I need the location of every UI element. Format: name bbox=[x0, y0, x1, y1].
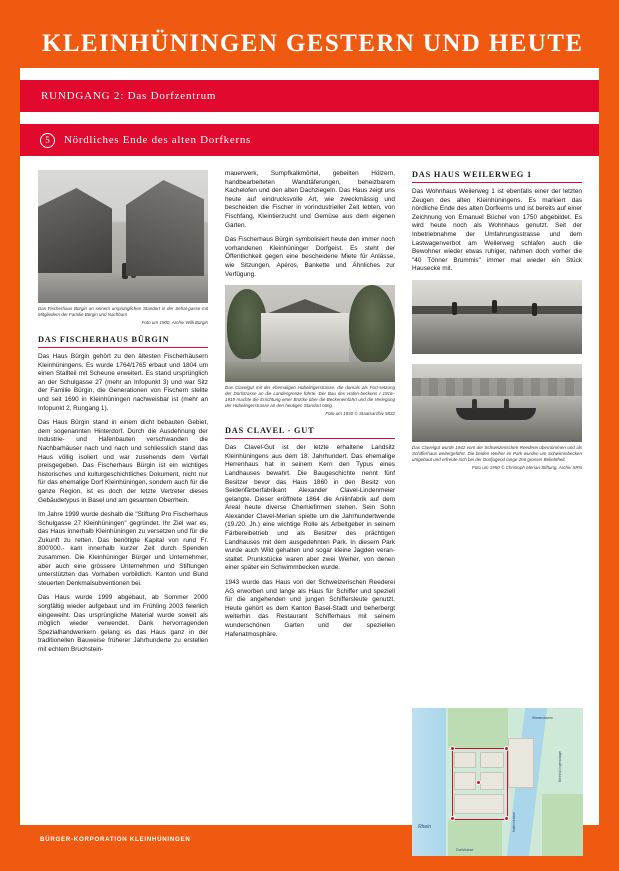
fischerhaus-photo-credit: Foto um 1900, Archiv Willi Bürgin bbox=[141, 320, 208, 325]
rundgang-bar bbox=[20, 80, 599, 112]
haus-weilerweg-photo bbox=[412, 280, 582, 354]
photo3-person-2 bbox=[492, 300, 497, 313]
clavelgut-ruderboot-photo bbox=[412, 364, 582, 442]
map-green-area-2 bbox=[542, 794, 583, 856]
map-green-area-1 bbox=[448, 708, 508, 748]
photo4-person-2 bbox=[504, 399, 509, 410]
photo4-skyline bbox=[412, 378, 582, 396]
page-title: KLEINHÜNINGEN GESTERN UND HEUTE bbox=[42, 30, 584, 57]
fischerhaus-paragraph-1: Das Haus Bürgin gehört zu den ältesten Fischerhäusern Kleinhüningens. Es wurde 1764/1765 erbaut und 1804 um einen Stallteil mit Scheune erweitert. Es stand ursprünglich an der Schulgasse 27 (mehr an Infopunkt 3) und war Sitz der Familie Bürgin, die Generationen von Fischern stellte und seit 1690 in Kleinhüningen nachweisbar ist (mehr an Infopunkt 2, Rungang 1). bbox=[38, 353, 208, 412]
map-rhein-band bbox=[412, 708, 446, 856]
weilerweg-paragraph-1: Das Wohnhaus Weilerweg 1 ist ebenfalls einer der letzten Zeugen des alten Kleinhüningens. Es markiert das nördliche Ende des alten Dorfkerns und ist bereits auf einer Zeichnung von Emanuel Büchel von 1750 abgebildet. Es wird heute noch als Wohnhaus genutzt. Seit der Inbetriebnahme der Umfahrungsstrasse und dem Lastwagenverbot am Weilerweg schlafen auch die Bewohner wieder etwas ruhiger, nahmen doch vorher die "40 Tönner Brummis" immer mal wieder ein Stück Hausecke mit. bbox=[412, 188, 582, 273]
photo3-person-1 bbox=[452, 302, 457, 315]
station-title: Nördliches Ende des alten Dorfkerns bbox=[64, 134, 252, 146]
fischerhaus-buergin-photo bbox=[38, 170, 208, 303]
clavel-photo-credit: Foto um 1930 © Staatsarchiv 5832 bbox=[325, 411, 395, 417]
map-stop-dot-1[interactable] bbox=[450, 746, 455, 751]
map-stop-dot-4[interactable] bbox=[504, 816, 509, 821]
photo4-person-1 bbox=[472, 399, 477, 410]
column-2 bbox=[225, 170, 395, 645]
map-label-hafenstrasse: Hafenstrasse bbox=[512, 812, 516, 832]
clavel-photo-caption: Das Clavelgut mit der ehemaligen Hübelingerstrasse, die damals als Fort-setzung der Dorfstrasse an die Landesgrenze führte. Der Bau des Hafen-beckens I 1916–1919 machte die Errichtung einer Brücke über die Beckeneinfahrt und die Verlegung der Hübelingerstrasse an den heutigen Standort nötig. bbox=[225, 385, 395, 409]
photo4-boat bbox=[456, 408, 536, 420]
masthead bbox=[20, 20, 599, 68]
column-1 bbox=[38, 170, 208, 661]
map-stop-dot-5[interactable] bbox=[476, 780, 481, 785]
map-label-rhein: Rhein bbox=[418, 824, 432, 830]
frame-right bbox=[599, 0, 619, 871]
clavelgut-photo-caption: Das Clavelgut wurde 1942 vom der Schweizerischen Reederei übernommen und als Schifferhaus weitergeführt. Die beiden Weiher im Park wurden um Schwimmbecken umgebaut und erfreute sich bei der Dorfjugend lange Zeit grosser Beliebtheit. bbox=[412, 444, 582, 462]
clavel-paragraph-2: 1943 wurde das Haus von der Schweizerischen Reederei AG erworben und lange als Haus für Schiffer und speziell für die angehenden und jungen Schiffersleute genutzt. Heute gehört es dem Kanton Basel-Stadt und beherbergt weiterhin das Restaurant Schifferhaus mit seinem wunderschönen Garten und der speziellen Hafenatmosphäre. bbox=[225, 579, 395, 638]
photo1-figure-2 bbox=[131, 264, 136, 278]
photo2-house bbox=[261, 313, 349, 363]
section-heading-fischerhaus: DAS FISCHERHAUS BÜRGIN bbox=[38, 335, 208, 348]
map-label-wiesendamm: Wiesendamm bbox=[532, 716, 553, 720]
fischerhaus-photo-caption: Das Fischerhaus Bürgin an seinem ursprünglichen Standort in der Sehal-gasse mit Mitgliedern der Familie Bürgin und Nachbarn bbox=[38, 306, 208, 317]
fischerhaus-paragraph-2: Das Haus Bürgin stand in einem dicht bebauten Gebiet, dem sogenannten Hinterdorf. Durch die Ausdehnung der Industrie- und Hafenbauten verschwanden die Nachbarhäuser nach und nach und schliesslich stand das Haus völlig isoliert und war zusehends dem Verfall preisgegeben. Das Fischerhaus Bürgin ist ein wichtiges historisches und kulturgeschichtliches Dokument, nicht nur für das ehemalige Dorf Kleinhüningen, sondern auch für die ganze Region, ist es doch der letzte Vertreter dieses Gebäudetypus in Basel und am gesamten Oberrhein. bbox=[38, 419, 208, 504]
clavel-paragraph-1: Das Clavel-Gut ist der letzte erhaltene Landsitz Kleinhüningens aus dem 18. Jahrhundert. Das ehemalige Herrenhaus hat in seinem Kern den Typus eines Landhauses bewahrt. Die Baugeschichte nennt fünf Besitzer bevor das Haus 1860 in den Besitz von Seidenfärberfabrikant Alexander Clavel-Lindenmeier gelangte. Dieser eröffnete 1864 die Anilinfabrik auf dem Areal heute diverse Chemiefirmen stehen. Sein Sohn Alexander Clavel-Merian spielte um die Jahrhundertwende (19./20. Jh.) eine wichtige Rolle als Arbeitgeber in seinem Färbereibetrieb und als Besitzer des prächtigen Landhauses mit dem ausgedehnten Park. In diesem Park wurde auch Wild gehalten und sogar kleine Jagden veranstaltet. Prunkstücke waren aber zwei Weiher, von denen einer später ein Schwimmbecken wurde. bbox=[225, 444, 395, 572]
fischerhaus-paragraph-5: mauerwerk, Sumpfkalkmörtel, gebeilten Hölzern, handbearbeiteten Wandtäferungen, beheizbarem Kachelofen und den alten Dachziegeln. Das Haus zeigt uns heute auf eindrucksvolle Art, wie zweckmässig und bescheiden die Fischer in vorindustrieller Zeit lebten, von Fischfang, Kleintierzucht und Gemüse aus dem eigenen Garten. bbox=[225, 170, 395, 229]
photo1-figure-1 bbox=[122, 263, 128, 279]
map-label-dorfstrasse: Dorfstrasse bbox=[456, 848, 474, 852]
map-stop-dot-2[interactable] bbox=[504, 746, 509, 751]
map-block-6 bbox=[508, 738, 534, 788]
section-heading-clavel: DAS CLAVEL - GUT bbox=[225, 426, 395, 439]
fischerhaus-paragraph-4: Das Haus wurde 1999 abgebaut, ab Sommer 2000 sorgfältig wieder aufgebaut und im Frühling 2003 feierlich eingeweiht. Das ursprüngliche Material wurde soweit als möglich wieder verwendet. Dank hervorragenden Spezialhandwerkern gelang es das Haus ganz in der traditionellen Bauweise früherer Jahrhunderte zu erstellen mit echtem Bruchstein- bbox=[38, 594, 208, 653]
frame-left bbox=[0, 0, 20, 871]
photo4-river bbox=[412, 398, 582, 442]
photo3-water bbox=[412, 314, 582, 354]
station-number-badge: 5 bbox=[40, 133, 55, 148]
clavelgut-photo-credit: Foto um 1950 © Christoph Merian Stiftung, Archiv SRN bbox=[472, 464, 582, 470]
rundgang-label: RUNDGANG 2: Das Dorfzentrum bbox=[41, 90, 217, 102]
map-label-kleinhueningeranlage: Kleinhüningeranlage bbox=[558, 751, 562, 782]
footer-organisation: BÜRGER-KORPORATION KLEINHÜNINGEN bbox=[40, 836, 191, 843]
frame-top bbox=[0, 0, 619, 20]
station-bar bbox=[20, 124, 599, 156]
photo2-tree-right bbox=[349, 285, 395, 363]
photo3-person-3 bbox=[532, 303, 537, 316]
section-heading-weilerweg: DAS HAUS WEILERWEG 1 bbox=[412, 170, 582, 183]
column-3 bbox=[412, 170, 582, 471]
map-stop-dot-3[interactable] bbox=[450, 816, 455, 821]
photo2-lawn bbox=[225, 362, 395, 382]
fischerhaus-paragraph-6: Das Fischerhaus Bürgin symbolisiert heute den immer noch vorhandenen Kleinhüninger Dorfgeist. Es steht der Öffentlichkeit gegen eine bescheidene Miete für Anlässe, wie Sitzungen, Apéros, Bankette und Ähnliches zur Verfügung. bbox=[225, 236, 395, 278]
rundgang-map[interactable] bbox=[412, 708, 583, 856]
fischerhaus-paragraph-3: Im Jahre 1999 wurde deshalb die "Stiftung Pro Fischerhaus Schulgasse 27 Kleinhüningen" gegründet. Ihr Ziel war es, das Haus innerhalb Kleinhüningen zu versetzen und für die Zukunft zu retten. Das benötigte Kapital von rund Fr. 800'000.- kam innerhalb kurzer Zeit durch Spenden zusammen. Die Kleinhüninger Bürger und Unternehmer, aber auch eine grössere Unternehmen und Stiftungen unterstützten das Vorhaben vorbildlich. Kanton und Bund steuerten Denkmalsubventionen bei. bbox=[38, 511, 208, 587]
clavel-gut-photo bbox=[225, 285, 395, 382]
